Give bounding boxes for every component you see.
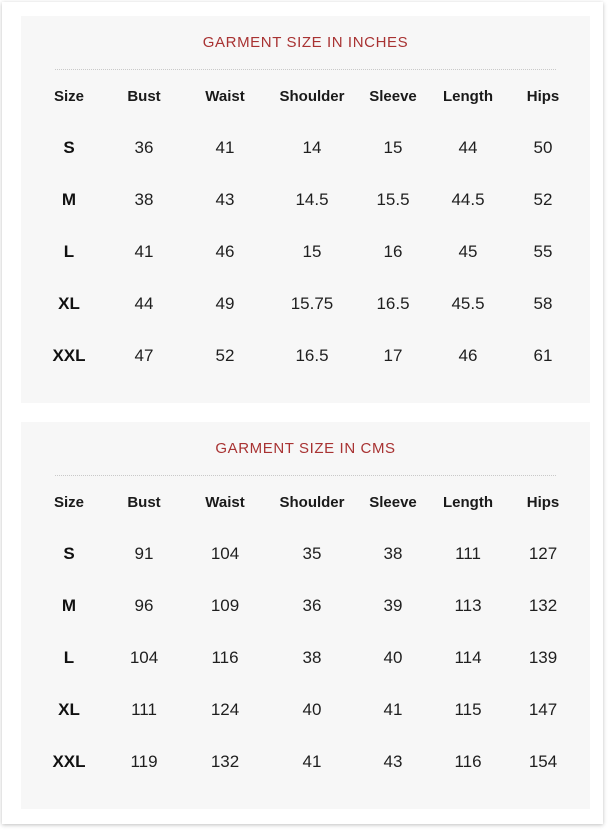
size-cell: XL [58,294,80,313]
hips-cell: 139 [528,648,558,667]
header-sleeve: Sleeve [369,88,417,105]
hips-cell: 132 [528,596,558,615]
shoulder-cell: 16.5 [295,346,329,365]
sleeve-cell: 40 [383,648,403,667]
waist-cell: 132 [210,752,240,771]
length-cell: 116 [454,752,482,771]
header-bust: Bust [127,494,161,511]
hips-cell: 154 [528,752,558,771]
header-length: Length [443,494,493,511]
shoulder-cell: 15.75 [290,294,334,313]
bust-cell: 119 [130,752,158,771]
table-header-row [21,478,590,528]
hips-cell: 147 [528,700,558,719]
table-row [21,278,590,330]
bust-cell: 44 [134,294,154,313]
header-shoulder: Shoulder [279,88,345,105]
bust-cell: 41 [134,242,154,261]
bust-cell: 91 [134,544,154,563]
hips-cell: 61 [533,346,553,365]
table-row [21,174,590,226]
size-cell: L [63,242,75,261]
length-cell: 111 [455,544,481,563]
header-waist: Waist [205,494,245,511]
table-row [21,122,590,174]
header-bust: Bust [127,88,161,105]
sleeve-cell: 16.5 [376,294,410,313]
bust-cell: 96 [134,596,154,615]
table-row [21,330,590,382]
header-length: Length [443,88,493,105]
table-row [21,684,590,736]
bust-cell: 104 [129,648,159,667]
table-row [21,580,590,632]
sleeve-cell: 38 [383,544,403,563]
length-cell: 114 [454,648,482,667]
table-row [21,528,590,580]
hips-cell: 58 [533,294,553,313]
shoulder-cell: 15 [302,242,322,261]
size-cell: XXL [52,752,86,771]
length-cell: 46 [458,346,478,365]
shoulder-cell: 14.5 [295,190,329,209]
hips-cell: 55 [533,242,553,261]
sleeve-cell: 15 [383,138,403,157]
header-sleeve: Sleeve [369,494,417,511]
cms-title-divider [55,475,556,476]
header-shoulder: Shoulder [279,494,345,511]
shoulder-cell: 35 [302,544,322,563]
cms-table-title: GARMENT SIZE IN CMS [215,440,396,457]
sleeve-cell: 15.5 [376,190,410,209]
size-cell: S [63,138,75,157]
table-row [21,736,590,788]
sleeve-cell: 17 [383,346,403,365]
bust-cell: 111 [131,700,157,719]
header-size: Size [53,494,84,511]
sleeve-cell: 43 [383,752,403,771]
sleeve-cell: 39 [383,596,403,615]
waist-cell: 52 [215,346,235,365]
sleeve-cell: 16 [383,242,403,261]
length-cell: 113 [454,596,482,615]
bust-cell: 36 [134,138,154,157]
waist-cell: 116 [211,648,239,667]
shoulder-cell: 40 [302,700,322,719]
waist-cell: 124 [210,700,240,719]
length-cell: 44 [458,138,478,157]
length-cell: 115 [454,700,482,719]
cms-size-table-card [21,422,590,809]
table-header-row [21,72,590,122]
inches-size-table [21,72,590,382]
waist-cell: 41 [215,138,235,157]
length-cell: 45 [458,242,478,261]
inches-table-title: GARMENT SIZE IN INCHES [202,34,409,51]
bust-cell: 47 [134,346,154,365]
size-cell: M [61,190,77,209]
size-cell: L [63,648,75,667]
length-cell: 44.5 [451,190,485,209]
waist-cell: 46 [215,242,235,261]
shoulder-cell: 36 [302,596,322,615]
size-chart-frame [2,2,603,824]
hips-cell: 127 [528,544,558,563]
shoulder-cell: 14 [302,138,322,157]
table-row [21,226,590,278]
header-size: Size [53,88,84,105]
hips-cell: 50 [533,138,553,157]
header-hips: Hips [526,494,560,511]
length-cell: 45.5 [451,294,485,313]
size-cell: XXL [52,346,86,365]
waist-cell: 43 [215,190,235,209]
inches-title-divider [55,69,556,70]
waist-cell: 109 [210,596,240,615]
waist-cell: 104 [210,544,240,563]
hips-cell: 52 [533,190,553,209]
size-cell: M [61,596,77,615]
size-cell: XL [58,700,80,719]
header-hips: Hips [526,88,560,105]
size-cell: S [63,544,75,563]
bust-cell: 38 [134,190,154,209]
shoulder-cell: 38 [302,648,322,667]
sleeve-cell: 41 [383,700,403,719]
table-row [21,632,590,684]
cms-size-table [21,478,590,788]
inches-size-table-card [21,16,590,403]
shoulder-cell: 41 [302,752,322,771]
waist-cell: 49 [215,294,235,313]
header-waist: Waist [205,88,245,105]
